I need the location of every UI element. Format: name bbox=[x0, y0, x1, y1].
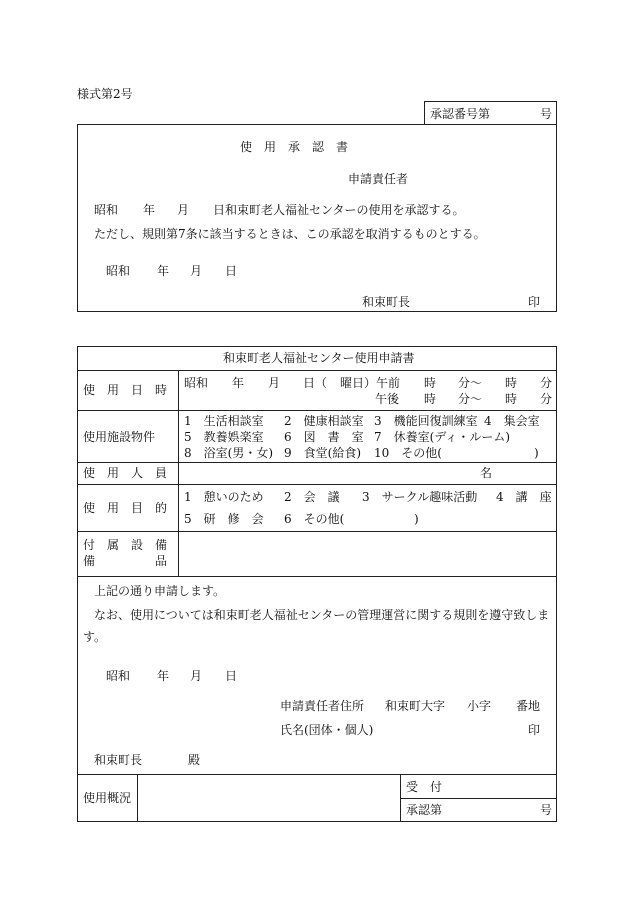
form-number: 様式第2号 bbox=[77, 87, 133, 101]
addressee: 和束町長 bbox=[94, 753, 143, 767]
applicant-seal: 印 bbox=[528, 723, 541, 737]
application-era: 昭和 bbox=[106, 669, 131, 683]
datetime-minute-to: 分 bbox=[540, 376, 553, 390]
column-divider bbox=[178, 370, 179, 576]
datetime-minute-from-pm: 分〜 bbox=[458, 392, 483, 406]
usage-summary-label: 使用概況 bbox=[83, 791, 132, 805]
address-label: 申請責任者住所 bbox=[280, 699, 365, 713]
datetime-weekday-am: 曜日）午前 bbox=[340, 376, 401, 390]
certificate-title: 使 用 承 認 書 bbox=[240, 140, 349, 154]
footer-divider bbox=[137, 774, 138, 822]
month-label: 月 bbox=[177, 203, 190, 217]
datetime-minute-from: 分〜 bbox=[458, 376, 483, 390]
facility-option-close: ) bbox=[534, 446, 539, 460]
era-label: 昭和 bbox=[94, 203, 119, 217]
datetime-hour-to-pm: 時 bbox=[505, 392, 518, 406]
facility-option: 1 生活相談室 bbox=[184, 414, 264, 428]
purpose-option: 5 研 修 会 bbox=[184, 512, 264, 526]
purpose-option: 1 憩いのため bbox=[184, 490, 264, 504]
purpose-option: 3 サークル趣味活動 bbox=[362, 490, 478, 504]
honorific: 殿 bbox=[188, 753, 201, 767]
datetime-hour: 時 bbox=[424, 376, 437, 390]
row-divider bbox=[77, 576, 557, 577]
address-oaza: 和束町大字 bbox=[385, 699, 446, 713]
row-divider bbox=[77, 531, 557, 532]
row-divider bbox=[77, 484, 557, 485]
era-label-2: 昭和 bbox=[106, 264, 131, 278]
users-unit: 名 bbox=[480, 466, 493, 480]
facility-option: 2 健康相談室 bbox=[284, 414, 364, 428]
approval-no-prefix: 承認第 bbox=[406, 803, 443, 817]
application-month: 月 bbox=[190, 669, 203, 683]
equipment-label-1: 付 属 設 備 bbox=[83, 538, 168, 552]
purpose-label: 使 用 目 的 bbox=[83, 501, 168, 515]
facility-option: 4 集会室 bbox=[484, 414, 540, 428]
datetime-hour-to: 時 bbox=[505, 376, 518, 390]
applicant-label: 申請責任者 bbox=[348, 172, 409, 186]
datetime-hour-pm: 時 bbox=[424, 392, 437, 406]
application-year: 年 bbox=[157, 669, 170, 683]
name-label: 氏名(団体・個人) bbox=[280, 723, 374, 737]
facility-option: 7 休養室(ディ・ルーム) bbox=[374, 430, 511, 444]
purpose-option-close: ) bbox=[414, 512, 419, 526]
row-divider bbox=[77, 774, 557, 775]
statement-rules: なお、使用については和束町老人福祉センターの管理運営に関する規則を遵守致しま bbox=[94, 608, 550, 622]
footer-row-divider bbox=[400, 798, 557, 799]
approval-no-suffix: 号 bbox=[540, 803, 553, 817]
application-day: 日 bbox=[225, 669, 238, 683]
row-divider bbox=[77, 370, 557, 371]
datetime-month: 月 bbox=[268, 376, 281, 390]
year-label-2: 年 bbox=[157, 264, 170, 278]
facility-option: 9 食堂(給食) bbox=[284, 446, 361, 460]
datetime-year: 年 bbox=[232, 376, 245, 390]
datetime-era: 昭和 bbox=[184, 376, 209, 390]
address-banchi: 番地 bbox=[516, 699, 541, 713]
receipt-label: 受 付 bbox=[406, 780, 443, 794]
users-label: 使 用 人 員 bbox=[83, 466, 168, 480]
address-koaza: 小字 bbox=[467, 699, 492, 713]
facility-option: 3 機能回復訓練室 bbox=[374, 414, 478, 428]
row-divider bbox=[77, 462, 557, 463]
approval-number-suffix: 号 bbox=[540, 107, 553, 121]
purpose-option: 6 その他( bbox=[284, 512, 345, 526]
row-divider bbox=[77, 410, 557, 411]
facility-option: 6 図 書 室 bbox=[284, 430, 364, 444]
mayor-label: 和束町長 bbox=[362, 295, 411, 309]
proviso-text: ただし、規則第7条に該当するときは、この承認を取消するものとする。 bbox=[94, 227, 486, 241]
statement-rules-end: す。 bbox=[83, 630, 107, 644]
datetime-minute-to-pm: 分 bbox=[540, 392, 553, 406]
purpose-option: 4 講 座 bbox=[496, 490, 552, 504]
facility-option: 5 教養娯楽室 bbox=[184, 430, 264, 444]
datetime-pm: 午後 bbox=[375, 392, 400, 406]
approval-number-prefix: 承認番号第 bbox=[430, 107, 491, 121]
seal-mark: 印 bbox=[528, 295, 541, 309]
statement-apply: 上記の通り申請します。 bbox=[94, 584, 226, 598]
facility-option: 10 その他( bbox=[374, 446, 442, 460]
month-label-2: 月 bbox=[190, 264, 203, 278]
year-label: 年 bbox=[143, 203, 156, 217]
equipment-label-2: 備 品 bbox=[83, 554, 168, 568]
facility-option: 8 浴室(男・女) bbox=[184, 446, 273, 460]
facilities-label: 使用施設物件 bbox=[83, 430, 156, 444]
approval-statement: 日和束町老人福祉センターの使用を承認する。 bbox=[213, 203, 465, 217]
datetime-day: 日（ bbox=[303, 376, 328, 390]
application-title: 和束町老人福祉センター使用申請書 bbox=[223, 351, 415, 365]
purpose-option: 2 会 議 bbox=[284, 490, 340, 504]
day-label-2: 日 bbox=[225, 264, 238, 278]
usage-datetime-label: 使 用 日 時 bbox=[83, 383, 168, 397]
